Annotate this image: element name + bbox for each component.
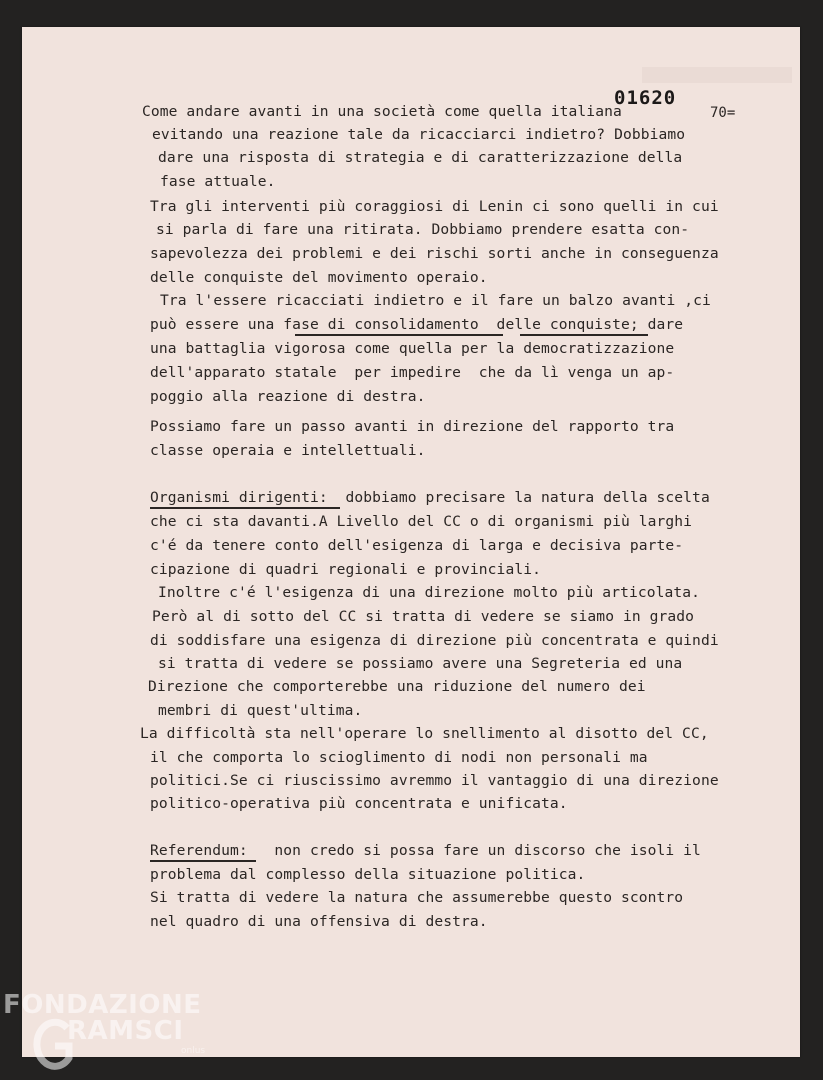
underline-consolidamento [295,334,503,336]
document-page [22,27,800,1057]
text-line: il che comporta lo scioglimento di nodi non personali ma [150,749,648,766]
text-line: cipazione di quadri regionali e provinciali. [150,561,541,578]
text-line: evitando una reazione tale da ricacciarci indietro? Dobbiamo [152,126,686,143]
text-line: Tra gli interventi più coraggiosi di Lenin ci sono quelli in cui [150,198,719,215]
text-line: Si tratta di vedere la natura che assumerebbe questo scontro [150,889,684,906]
text-line: membri di quest'ultima. [158,702,363,719]
underline-conquiste [520,334,648,336]
watermark-suffix: onlus [181,1046,206,1056]
text-line: Inoltre c'é l'esigenza di una direzione molto più articolata. [158,584,701,601]
page-number: 70= [710,105,736,121]
text-line: Referendum: non credo si possa fare un discorso che isoli il [150,842,701,859]
text-line: si tratta di vedere se possiamo avere una Segreteria ed una [158,655,683,672]
watermark-line2: RAMSCI [67,1016,184,1046]
text-line: di soddisfare una esigenza di direzione più concentrata e quindi [150,632,719,649]
text-line: problema dal complesso della situazione politica. [150,866,586,883]
text-line: delle conquiste del movimento operaio. [150,269,488,286]
text-line: si parla di fare una ritirata. Dobbiamo prendere esatta con- [156,221,690,238]
text-line: La difficoltà sta nell'operare lo snellimento al disotto del CC, [140,725,709,742]
text-line: fase attuale. [160,173,276,190]
underline-organismi-dirigenti [150,507,340,509]
text-line: sapevolezza dei problemi e dei rischi sorti anche in conseguenza [150,245,719,262]
text-line: c'é da tenere conto dell'esigenza di larga e decisiva parte- [150,537,684,554]
watermark-line1: FONDAZIONE [3,990,202,1020]
text-line: politico-operativa più concentrata e unificata. [150,795,568,812]
document-number: 01620 [614,87,677,109]
text-line: politici.Se ci riuscissimo avremmo il vantaggio di una direzione [150,772,719,789]
text-line: una battaglia vigorosa come quella per la democratizzazione [150,340,675,357]
text-line: dell'apparato statale per impedire che da lì venga un ap- [150,364,675,381]
text-line: Direzione che comporterebbe una riduzione del numero dei [148,678,646,695]
text-line: poggio alla reazione di destra. [150,388,426,405]
text-line: Però al di sotto del CC si tratta di vedere se siamo in grado [152,608,695,625]
text-line: nel quadro di una offensiva di destra. [150,913,488,930]
text-line: può essere una fase di consolidamento delle conquiste; dare [150,316,684,333]
text-line: Possiamo fare un passo avanti in direzione del rapporto tra [150,418,675,435]
underline-referendum [150,860,256,862]
text-line: che ci sta davanti.A Livello del CC o di organismi più larghi [150,513,693,530]
text-line: classe operaia e intellettuali. [150,442,426,459]
show-through-text [642,67,792,83]
text-line: Tra l'essere ricacciati indietro e il fare un balzo avanti ,ci [160,292,711,309]
fondazione-gramsci-watermark [3,990,223,1075]
text-line: dare una risposta di strategia e di caratterizzazione della [158,149,683,166]
text-line: Come andare avanti in una società come quella italiana [142,103,622,120]
text-line: Organismi dirigenti: dobbiamo precisare la natura della scelta [150,489,710,506]
